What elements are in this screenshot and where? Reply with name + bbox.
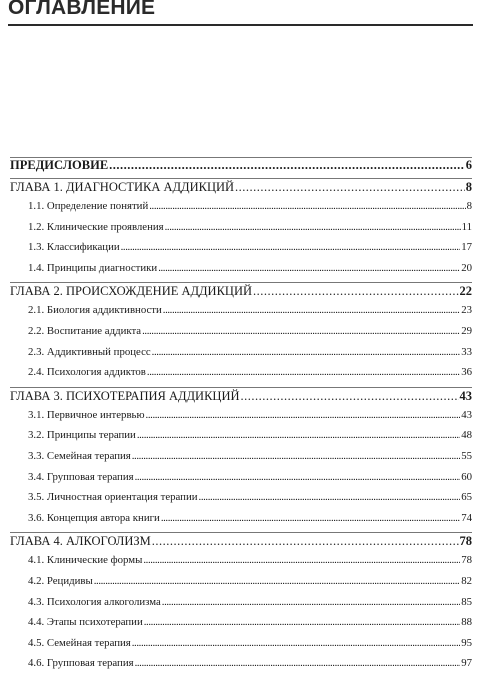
entry-page: 88 — [461, 616, 472, 629]
leader-dots — [137, 430, 460, 441]
entry-page: 6 — [465, 158, 472, 172]
entry-label: ПРЕДИСЛОВИЕ — [10, 158, 109, 172]
toc-entry-section[interactable] — [10, 471, 472, 492]
entry-label: 3.3. Семейная терапия — [28, 449, 131, 462]
leader-dots — [143, 555, 460, 566]
entry-label: ГЛАВА 3. ПСИХОТЕРАПИЯ АДДИКЦИЙ — [10, 388, 240, 403]
toc-entry-section[interactable] — [10, 346, 472, 367]
entry-page: 36 — [461, 366, 472, 379]
toc-entry-section[interactable] — [10, 409, 472, 430]
toc-entry-section[interactable] — [10, 616, 472, 637]
toc-entry-chapter[interactable] — [10, 388, 472, 409]
leader-dots — [199, 492, 461, 503]
entry-page: 95 — [461, 636, 472, 649]
entry-page: 20 — [461, 261, 472, 274]
entry-page: 85 — [461, 595, 472, 608]
entry-label: 3.5. Личностная ориентация терапии — [28, 491, 198, 504]
entry-label: ГЛАВА 4. АЛКОГОЛИЗМ — [10, 534, 151, 549]
leader-dots — [132, 451, 460, 462]
entry-label: 1.3. Классификации — [28, 241, 120, 254]
entry-page: 60 — [461, 470, 472, 483]
leader-dots — [147, 367, 460, 378]
toc-entry-section[interactable] — [10, 429, 472, 450]
leader-dots — [152, 535, 459, 548]
toc-entry-chapter[interactable] — [10, 283, 472, 304]
entry-label: 4.2. Рецидивы — [28, 574, 93, 587]
leader-dots — [121, 242, 461, 253]
entry-page: 97 — [461, 657, 472, 670]
entry-label: 3.4. Групповая терапия — [28, 470, 134, 483]
entry-label: 3.1. Первичное интервью — [28, 408, 145, 421]
title-rule — [8, 24, 473, 26]
toc-entry-section[interactable] — [10, 450, 472, 471]
entry-label: 4.6. Групповая терапия — [28, 657, 134, 670]
entry-page: 43 — [461, 408, 472, 421]
entry-label: ГЛАВА 1. ДИАГНОСТИКА АДДИКЦИЙ — [10, 180, 235, 194]
leader-dots — [142, 326, 460, 337]
leader-dots — [165, 222, 461, 233]
entry-page: 33 — [461, 345, 472, 358]
entry-label: 3.6. Концепция автора книги — [28, 511, 160, 524]
entry-page: 78 — [461, 554, 472, 567]
entry-page: 78 — [459, 534, 472, 549]
entry-page: 8 — [465, 180, 472, 194]
leader-dots — [158, 263, 460, 274]
leader-dots — [152, 347, 461, 358]
entry-page: 65 — [461, 491, 472, 504]
entry-page: 55 — [461, 449, 472, 462]
leader-dots — [132, 638, 460, 649]
entry-label: 2.3. Аддиктивный процесс — [28, 345, 151, 358]
toc-entry-section[interactable] — [10, 304, 472, 325]
entry-label: 3.2. Принципы терапии — [28, 429, 136, 442]
toc-entry-section[interactable] — [10, 657, 472, 678]
leader-dots — [241, 390, 459, 403]
entry-page: 29 — [461, 324, 472, 337]
leader-dots — [162, 597, 460, 608]
entry-page: 11 — [461, 220, 472, 233]
entry-page: 74 — [461, 511, 472, 524]
entry-page: 82 — [461, 574, 472, 587]
toc-entry-chapter[interactable] — [10, 533, 472, 554]
toc-entry-section[interactable] — [10, 512, 472, 533]
entry-page: 22 — [459, 284, 472, 299]
toc-entry-section[interactable] — [10, 221, 472, 242]
toc-entry-section[interactable] — [10, 366, 472, 387]
toc-entry-section[interactable] — [10, 325, 472, 346]
page-title: ОГЛАВЛЕНИЕ — [8, 0, 156, 19]
toc-entry-section[interactable] — [10, 491, 472, 512]
entry-page: 23 — [461, 304, 472, 317]
toc-entry-section[interactable] — [10, 262, 472, 283]
toc-entry-chapter[interactable] — [10, 179, 472, 200]
entry-label: 1.2. Клинические проявления — [28, 220, 164, 233]
leader-dots — [161, 513, 460, 524]
toc-entry-section[interactable] — [10, 554, 472, 575]
entry-label: 4.5. Семейная терапия — [28, 636, 131, 649]
entry-page: 48 — [461, 429, 472, 442]
leader-dots — [144, 617, 460, 628]
leader-dots — [135, 658, 461, 669]
entry-page: 8 — [466, 200, 472, 212]
entry-label: 4.3. Психология алкоголизма — [28, 595, 161, 608]
entry-label: 2.4. Психология аддиктов — [28, 366, 146, 379]
toc-entry-section[interactable] — [10, 575, 472, 596]
leader-dots — [109, 159, 465, 172]
entry-page: 43 — [459, 388, 472, 403]
toc-entry-section[interactable] — [10, 596, 472, 617]
entry-page: 17 — [461, 241, 472, 254]
toc-entry-section[interactable] — [10, 241, 472, 262]
toc-entry-section[interactable] — [10, 200, 472, 221]
entry-label: 4.1. Клинические формы — [28, 554, 143, 567]
leader-dots — [253, 285, 458, 298]
leader-dots — [94, 576, 460, 587]
entry-label: 2.2. Воспитание аддикта — [28, 324, 142, 337]
entry-label: 2.1. Биология аддиктивности — [28, 304, 162, 317]
toc-entry-preface[interactable] — [10, 158, 472, 178]
entry-label: 4.4. Этапы психотерапии — [28, 616, 143, 629]
leader-dots — [146, 410, 461, 421]
entry-label: 1.4. Принципы диагностики — [28, 261, 158, 274]
leader-dots — [235, 181, 465, 194]
toc-entry-section[interactable] — [10, 637, 472, 658]
leader-dots — [135, 472, 461, 483]
entry-label: ГЛАВА 2. ПРОИСХОЖДЕНИЕ АДДИКЦИЙ — [10, 284, 253, 299]
leader-dots — [149, 201, 465, 212]
leader-dots — [163, 305, 460, 316]
entry-label: 1.1. Определение понятий — [28, 200, 149, 212]
table-of-contents — [10, 157, 472, 678]
